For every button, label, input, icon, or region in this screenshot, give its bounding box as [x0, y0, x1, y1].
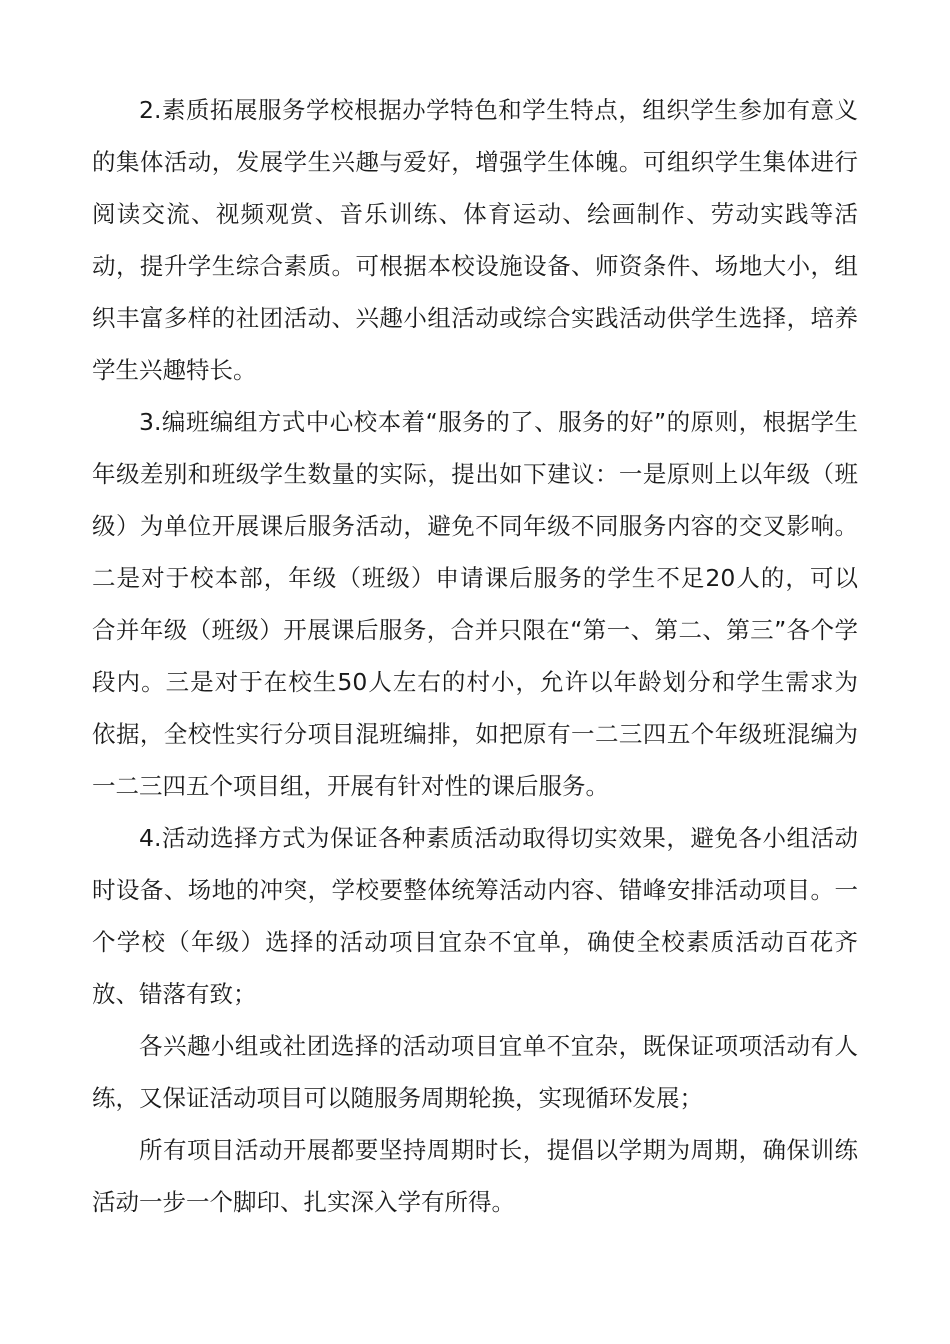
paragraph-1-line-1: 2.素质拓展服务学校根据办学特色和学生特点，组织学生参加有意义 — [139, 96, 858, 124]
paragraph-4-line-2: 练，又保证活动项目可以随服务周期轮换，实现循环发展； — [92, 1084, 703, 1112]
paragraph-1-line-4: 动，提升学生综合素质。可根据本校设施设备、师资条件、场地大小，组 — [92, 252, 858, 280]
paragraph-2-line-2: 年级差别和班级学生数量的实际，提出如下建议：一是原则上以年级（班 — [92, 460, 858, 488]
paragraph-2-line-8: 一二三四五个项目组，开展有针对性的课后服务。 — [92, 772, 609, 800]
paragraph-3-line-4: 放、错落有致； — [92, 980, 257, 1008]
paragraph-5-line-2: 活动一步一个脚印、扎实深入学有所得。 — [92, 1188, 515, 1216]
paragraph-4-line-1: 各兴趣小组或社团选择的活动项目宜单不宜杂，既保证项项活动有人 — [139, 1032, 858, 1060]
paragraph-3-line-1: 4.活动选择方式为保证各种素质活动取得切实效果，避免各小组活动 — [139, 824, 858, 852]
paragraph-2-line-3: 级）为单位开展课后服务活动，避免不同年级不同服务内容的交叉影响。 — [92, 512, 858, 540]
paragraph-5-line-1: 所有项目活动开展都要坚持周期时长，提倡以学期为周期，确保训练 — [139, 1136, 858, 1164]
paragraph-2-line-7: 依据，全校性实行分项目混班编排，如把原有一二三四五个年级班混编为 — [92, 720, 858, 748]
paragraph-3-line-3: 个学校（年级）选择的活动项目宜杂不宜单，确使全校素质活动百花齐 — [92, 928, 858, 956]
paragraph-1-line-6: 学生兴趣特长。 — [92, 356, 257, 384]
paragraph-2-line-1: 3.编班编组方式中心校本着“服务的了、服务的好”的原则，根据学生 — [139, 408, 858, 436]
paragraph-2-line-5: 合并年级（班级）开展课后服务，合并只限在“第一、第二、第三”各个学 — [92, 616, 858, 644]
paragraph-2-line-4: 二是对于校本部，年级（班级）申请课后服务的学生不足20人的，可以 — [92, 564, 858, 592]
paragraph-3-line-2: 时设备、场地的冲突，学校要整体统筹活动内容、错峰安排活动项目。一 — [92, 876, 858, 904]
paragraph-1-line-5: 织丰富多样的社团活动、兴趣小组活动或综合实践活动供学生选择，培养 — [92, 304, 858, 332]
paragraph-2-line-6: 段内。三是对于在校生50人左右的村小，允许以年龄划分和学生需求为 — [92, 668, 858, 696]
paragraph-1-line-2: 的集体活动，发展学生兴趣与爱好，增强学生体魄。可组织学生集体进行 — [92, 148, 858, 176]
paragraph-1-line-3: 阅读交流、视频观赏、音乐训练、体育运动、绘画制作、劳动实践等活 — [92, 200, 858, 228]
